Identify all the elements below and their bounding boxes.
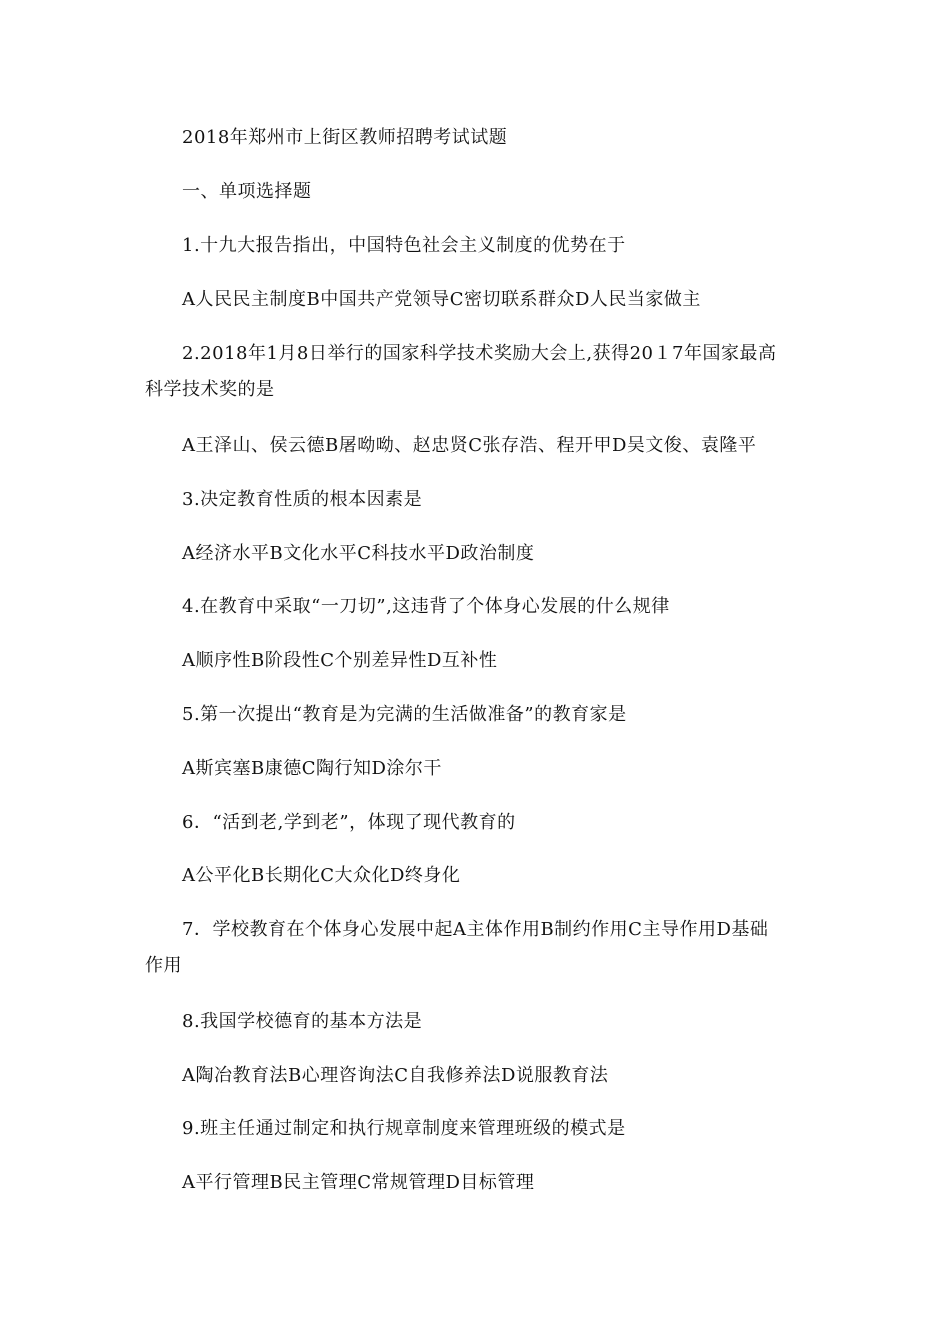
question-options: A王泽山、侯云德B屠呦呦、赵忠贤C张存浩、程开甲D吴文俊、袁隆平 bbox=[182, 435, 757, 456]
question-stem: 6．“活到老,学到老”，体现了现代教育的 bbox=[182, 812, 516, 833]
question-options: A陶冶教育法B心理咨询法C自我修养法D说服教育法 bbox=[182, 1065, 609, 1086]
question-options: A人民民主制度B中国共产党领导C密切联系群众D人民当家做主 bbox=[182, 289, 701, 310]
question-stem: 2.2018年1月8日举行的国家科学技术奖励大会上,获得20１7年国家最高科学技术奖的是 bbox=[145, 343, 777, 400]
question-options: A经济水平B文化水平C科技水平D政治制度 bbox=[182, 543, 535, 564]
section-heading: 一、单项选择题 bbox=[182, 181, 312, 202]
question-options: A斯宾塞B康德C陶行知D涂尔干 bbox=[182, 758, 442, 779]
question-stem: 5.第一次提出“教育是为完满的生活做准备”的教育家是 bbox=[182, 704, 627, 725]
question-stem: 8.我国学校德育的基本方法是 bbox=[182, 1011, 423, 1032]
question-stem: 7．学校教育在个体身心发展中起A主体作用B制约作用C主导作用D基础作用 bbox=[145, 919, 769, 976]
question-stem: 3.决定教育性质的根本因素是 bbox=[182, 489, 423, 510]
document-title: 2018年郑州市上街区教师招聘考试试题 bbox=[182, 127, 508, 148]
question-options: A平行管理B民主管理C常规管理D目标管理 bbox=[182, 1172, 535, 1193]
question-options: A顺序性B阶段性C个别差异性D互补性 bbox=[182, 650, 498, 671]
question-stem: 4.在教育中采取“一刀切”,这违背了个体身心发展的什么规律 bbox=[182, 596, 670, 617]
question-stem: 1.十九大报告指出，中国特色社会主义制度的优势在于 bbox=[182, 235, 626, 256]
question-options: A公平化B长期化C大众化D终身化 bbox=[182, 865, 461, 886]
question-stem: 9.班主任通过制定和执行规章制度来管理班级的模式是 bbox=[182, 1118, 626, 1139]
